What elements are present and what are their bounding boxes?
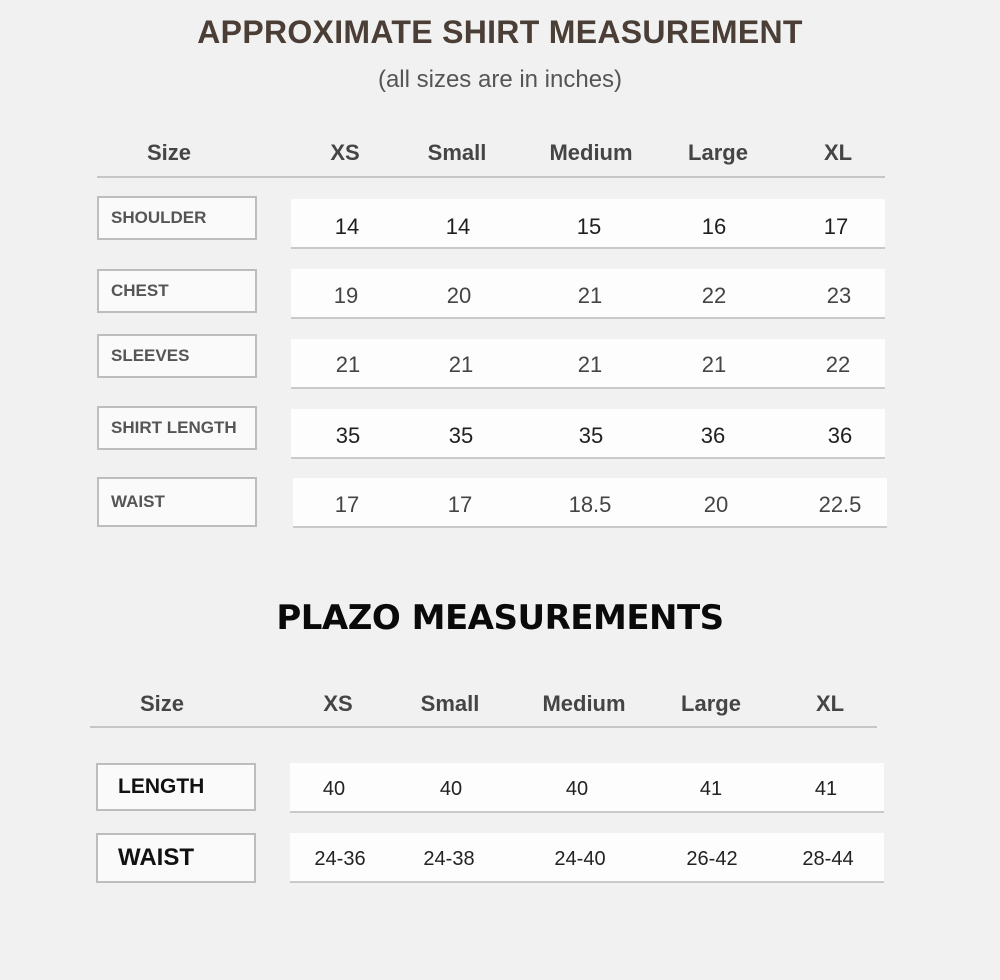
cell: 17: [447, 492, 473, 517]
cell: 20: [446, 283, 472, 308]
plazo-title: PLAZO MEASUREMENTS: [276, 598, 724, 638]
cell: 21: [577, 283, 603, 308]
cell: 28-44: [802, 848, 854, 870]
cell: 35: [335, 423, 361, 448]
shirt-header-xl: XL: [823, 140, 853, 165]
plazo-header-small: Small: [420, 691, 480, 716]
plazo-header-medium: Medium: [542, 691, 626, 716]
cell: 24-38: [423, 848, 475, 870]
cell: 22: [825, 352, 851, 377]
plazo-header-xl: XL: [815, 691, 845, 716]
shirt-row-label-shirt-length: SHIRT LENGTH: [97, 406, 257, 450]
shirt-title: APPROXIMATE SHIRT MEASUREMENT: [197, 14, 803, 50]
plazo-row-label-length: LENGTH: [96, 763, 256, 811]
cell: 24-40: [554, 848, 606, 870]
shirt-row-label-shoulder: SHOULDER: [97, 196, 257, 240]
cell: 35: [448, 423, 474, 448]
cell: 21: [335, 352, 361, 377]
cell: 41: [814, 778, 838, 800]
shirt-header-medium: Medium: [549, 140, 633, 165]
shirt-subtitle: (all sizes are in inches): [377, 66, 623, 93]
cell: 35: [578, 423, 604, 448]
shirt-header-large: Large: [688, 140, 748, 165]
shirt-header-divider: [97, 176, 885, 178]
cell: 17: [823, 214, 849, 239]
plazo-header-xs: XS: [323, 691, 353, 716]
shirt-row-label-sleeves: SLEEVES: [97, 334, 257, 378]
cell: 41: [699, 778, 723, 800]
cell: 19: [333, 283, 359, 308]
cell: 14: [334, 214, 360, 239]
cell: 16: [701, 214, 727, 239]
cell: 23: [826, 283, 852, 308]
cell: 20: [703, 492, 729, 517]
plazo-header-size: Size: [139, 691, 185, 716]
plazo-header-divider: [90, 726, 877, 728]
shirt-row-label-chest: CHEST: [97, 269, 257, 313]
cell: 36: [827, 423, 853, 448]
cell: 15: [576, 214, 602, 239]
cell: 26-42: [686, 848, 738, 870]
plazo-header-large: Large: [681, 691, 741, 716]
cell: 22.5: [818, 492, 862, 517]
cell: 21: [701, 352, 727, 377]
cell: 40: [439, 778, 463, 800]
cell: 40: [565, 778, 589, 800]
cell: 18.5: [568, 492, 612, 517]
plazo-row-label-waist: WAIST: [96, 833, 256, 883]
cell: 21: [448, 352, 474, 377]
cell: 14: [445, 214, 471, 239]
cell: 17: [334, 492, 360, 517]
shirt-header-size: Size: [146, 140, 192, 165]
shirt-row-label-waist: WAIST: [97, 477, 257, 527]
shirt-header-small: Small: [427, 140, 487, 165]
cell: 21: [577, 352, 603, 377]
cell: 22: [701, 283, 727, 308]
cell: 40: [322, 778, 346, 800]
shirt-header-xs: XS: [330, 140, 360, 165]
cell: 36: [700, 423, 726, 448]
cell: 24-36: [314, 848, 366, 870]
